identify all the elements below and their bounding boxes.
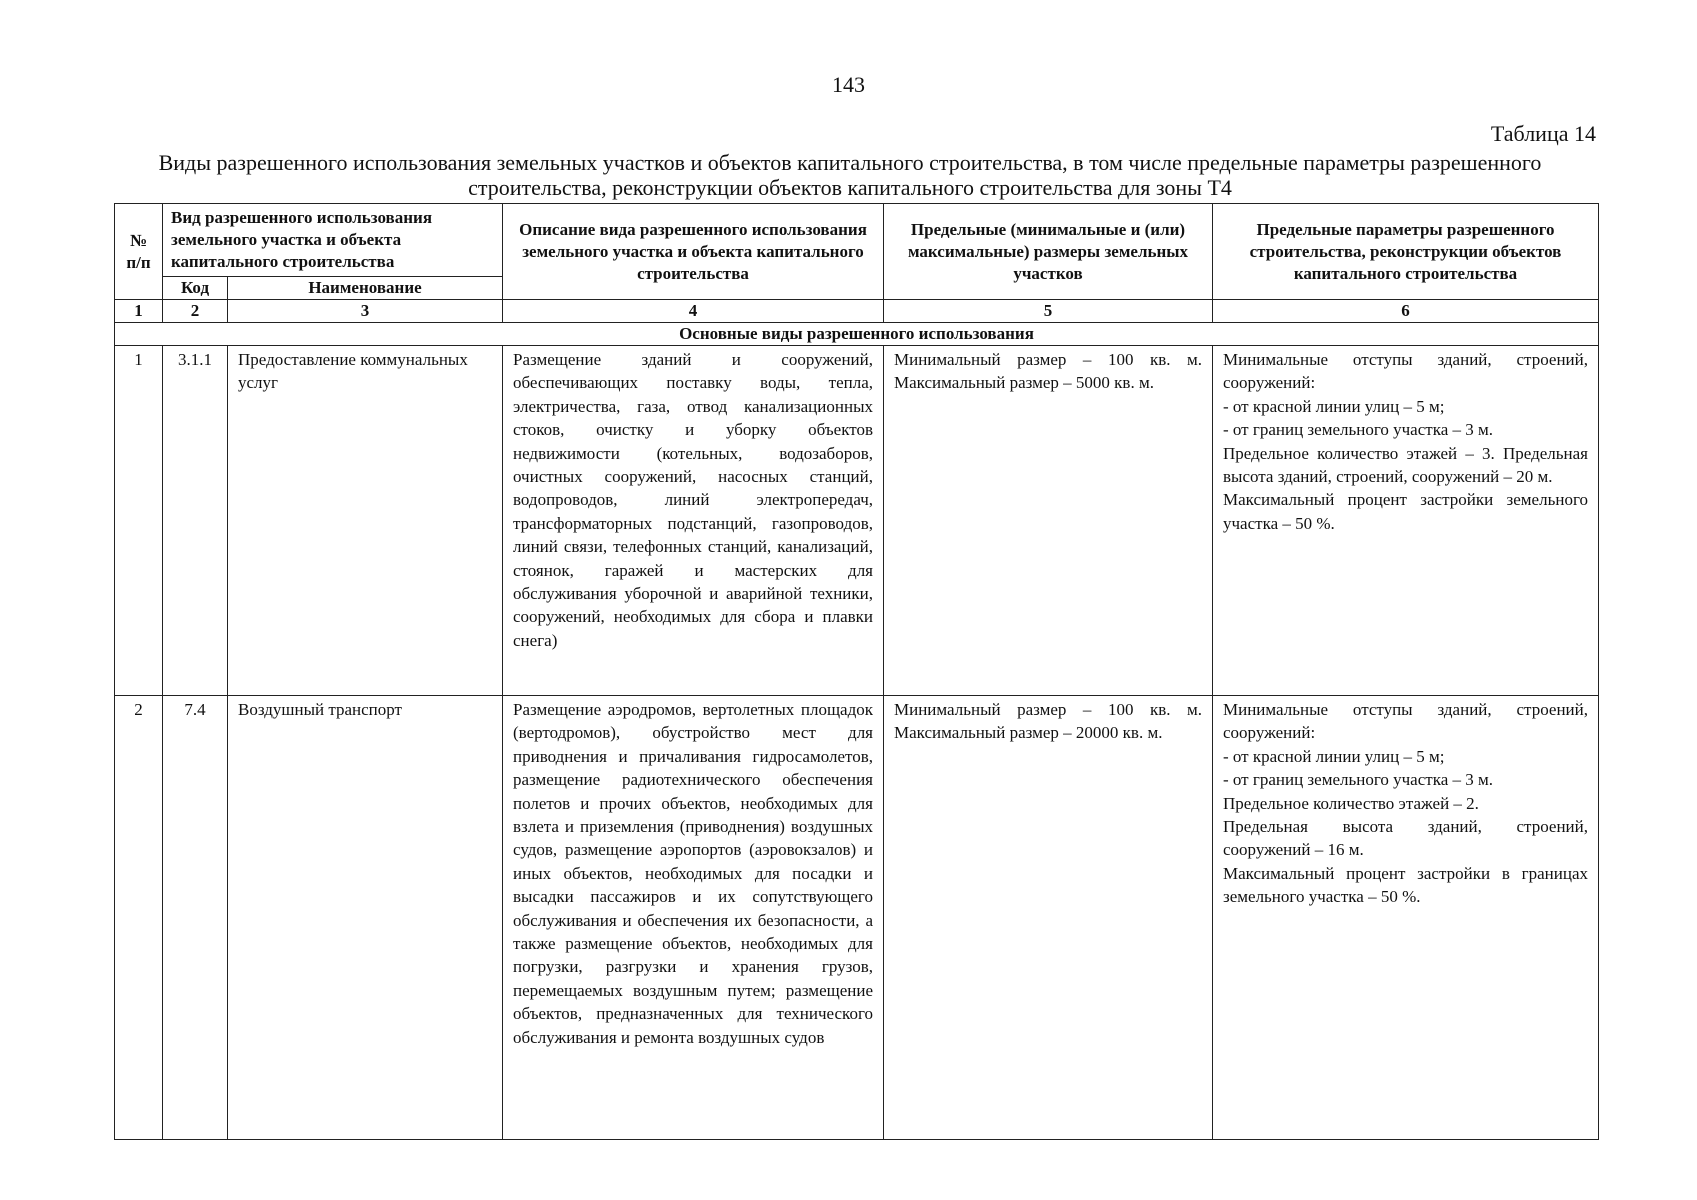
document-title: Виды разрешенного использования земельных участков и объектов капитального строительства, в том числе предельные параметры разрешенного строительства, реконструкции объектов капитального строительства для зоны Т4: [158, 150, 1542, 200]
header-row-1: [115, 204, 1599, 277]
row-num: 1: [115, 346, 163, 696]
table-row: [115, 696, 1599, 1140]
row-name: Воздушный транспорт: [228, 696, 503, 1140]
column-number: 4: [503, 300, 884, 323]
row-sizes: Минимальный размер – 100 кв. м. Максимальный размер – 5000 кв. м.: [884, 346, 1213, 696]
column-number: 1: [115, 300, 163, 323]
row-code: 7.4: [163, 696, 228, 1140]
header-num: № п/п: [115, 204, 163, 300]
land-use-table: [114, 203, 1599, 1140]
row-num: 2: [115, 696, 163, 1140]
table-label: Таблица 14: [1490, 121, 1596, 146]
header-sizes: Предельные (минимальные и (или) максимальные) размеры земельных участков: [884, 204, 1213, 300]
section-title: Основные виды разрешенного использования: [115, 323, 1599, 346]
column-number: 3: [228, 300, 503, 323]
column-number: 2: [163, 300, 228, 323]
column-numbers-row: [115, 300, 1599, 323]
header-code: Код: [163, 277, 228, 300]
page-number: 143: [832, 72, 865, 97]
row-params: Минимальные отступы зданий, строений, сооружений: - от красной линии улиц – 5 м; - от границ земельного участка – 3 м. Предельное количество этажей – 2. Предельная высота зданий, строений, сооружений – 16 м. Максимальный процент застройки в границах земельного участка – 50 %.: [1213, 696, 1599, 1140]
header-name: Наименование: [228, 277, 503, 300]
section-row: [115, 323, 1599, 346]
row-sizes: Минимальный размер – 100 кв. м. Максимальный размер – 20000 кв. м.: [884, 696, 1213, 1140]
column-number: 6: [1213, 300, 1599, 323]
row-code: 3.1.1: [163, 346, 228, 696]
row-description: Размещение зданий и сооружений, обеспечивающих поставку воды, тепла, электричества, газа, отвод канализационных стоков, очистку и уборку объектов недвижимости (котельных, водозаборов, очистных сооружений, насосных станций, водопроводов, линий электропередач, трансформаторных подстанций, газопроводов, линий связи, телефонных станций, канализаций, стоянок, гаражей и мастерских для обслуживания уборочной и аварийной техники, сооружений, необходимых для сбора и плавки снега): [503, 346, 884, 696]
table-row: [115, 346, 1599, 696]
header-params: Предельные параметры разрешенного строительства, реконструкции объектов капитального строительства: [1213, 204, 1599, 300]
row-params: Минимальные отступы зданий, строений, сооружений: - от красной линии улиц – 5 м; - от границ земельного участка – 3 м. Предельное количество этажей – 3. Предельная высота зданий, строений, сооружений – 20 м. Максимальный процент застройки земельного участка – 50 %.: [1213, 346, 1599, 696]
column-number: 5: [884, 300, 1213, 323]
row-description: Размещение аэродромов, вертолетных площадок (вертодромов), обустройство мест для приводнения и причаливания гидросамолетов, размещение радиотехнического обеспечения полетов и прочих объектов, необходимых для взлета и приземления (приводнения) воздушных судов, размещение аэропортов (аэровокзалов) и иных объектов, необходимых для посадки и высадки пассажиров и их сопутствующего обслуживания и обеспечения их безопасности, а также размещение объектов, необходимых для погрузки, разгрузки и хранения грузов, перемещаемых воздушным путем; размещение объектов, предназначенных для технического обслуживания и ремонта воздушных судов: [503, 696, 884, 1140]
row-name: Предоставление коммунальных услуг: [228, 346, 503, 696]
header-description: Описание вида разрешенного использования земельного участка и объекта капитального строительства: [503, 204, 884, 300]
header-type-group: Вид разрешенного использования земельного участка и объекта капитального строительства: [163, 204, 503, 277]
